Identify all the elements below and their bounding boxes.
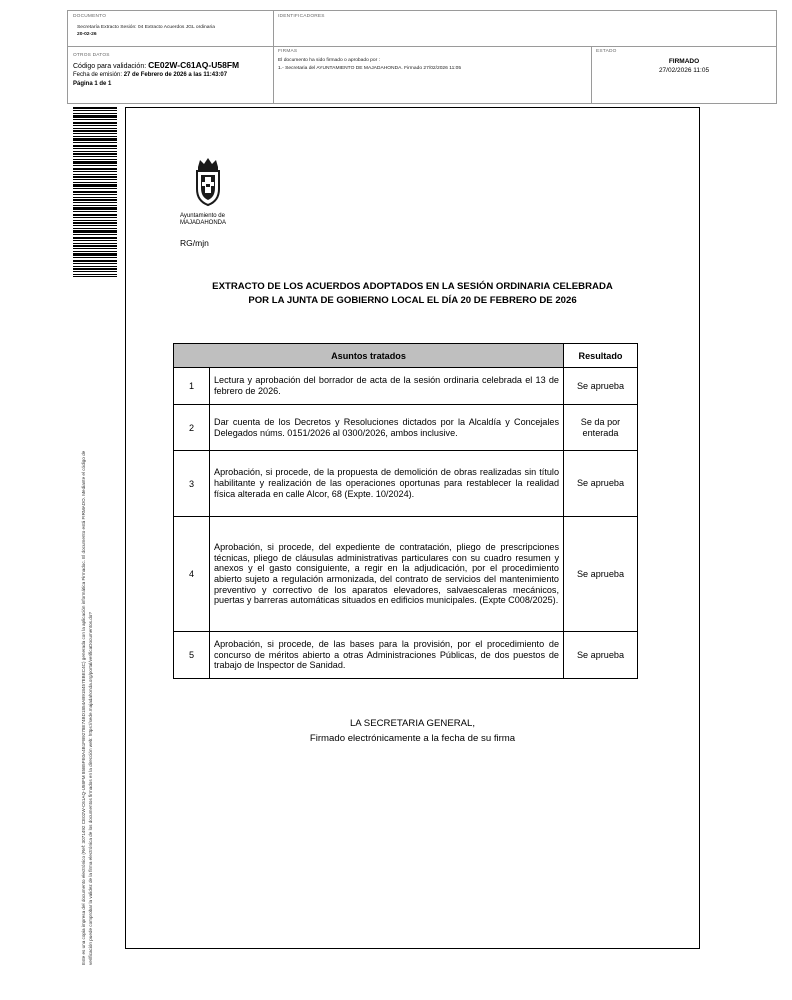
firmas-caption: FIRMAS (278, 49, 298, 54)
item-result: Se aprueba (564, 451, 638, 517)
validation-code: CE02W-C61AQ-U58FM (148, 60, 240, 70)
document-reference: RG/mjn (180, 238, 209, 248)
item-number: 1 (174, 368, 210, 405)
logo-line1: Ayuntamiento de (180, 213, 225, 219)
otros-datos-caption: OTROS DATOS (73, 53, 110, 58)
header-divider (591, 46, 592, 103)
emission-label: Fecha de emisión: (73, 72, 123, 78)
table-row (174, 451, 638, 517)
documento-date: 20-02-26 (77, 32, 97, 37)
signature-note: Firmado electrónicamente a la fecha de su firma (309, 733, 516, 744)
estado-value: FIRMADO (668, 58, 700, 65)
subject-header: Asuntos tratados (174, 344, 564, 368)
agenda-table (173, 343, 638, 679)
page-count: Página 1 de 1 (73, 81, 112, 87)
item-result: Se aprueba (564, 368, 638, 405)
validation-label: Código para validación: (73, 63, 147, 70)
documento-caption: DOCUMENTO (73, 14, 107, 19)
firmas-signer: 1.- Secretaria del AYUNTAMIENTO DE MAJADAHONDA. Firmado 27/02/2026 11:05 (278, 66, 462, 71)
side-verification-text: verificación puede comprobar la validez de la firma electrónica de los documentos firmados en la dirección web: https://sede.majadahonda.org/portal/verificaDocumentos.do? (88, 612, 93, 965)
emission-line (73, 72, 227, 78)
item-number: 3 (174, 451, 210, 517)
table-row (174, 632, 638, 679)
table-row (174, 368, 638, 405)
item-text: Aprobación, si procede, de las bases para la provisión, por el procedimiento de concurso de méritos abierto a otras Administraciones Públicas, de dos puestos de trabajo de Inspector de Sanidad. (210, 632, 564, 679)
firmas-intro: El documento ha sido firmado o aprobado por : (278, 58, 380, 63)
item-number: 2 (174, 405, 210, 451)
document-header-box (67, 10, 777, 104)
coat-of-arms-icon (180, 155, 240, 207)
document-title (180, 280, 645, 308)
identificadores-caption: IDENTIFICADORES (278, 14, 325, 19)
item-result: Se aprueba (564, 632, 638, 679)
table-row (174, 517, 638, 632)
item-number: 4 (174, 517, 210, 632)
item-result: Se aprueba (564, 517, 638, 632)
item-text: Dar cuenta de los Decretos y Resoluciones dictados por la Alcaldía y Concejales Delegados núms. 0151/2026 al 0300/2026, ambos inclusive. (210, 405, 564, 451)
item-text: Lectura y aprobación del borrador de acta de la sesión ordinaria celebrada el 13 de febrero de 2026. (210, 368, 564, 405)
municipal-logo (180, 155, 240, 227)
validation-code-line (73, 60, 239, 70)
table-row (174, 405, 638, 451)
item-text: Aprobación, si procede, de la propuesta de demolición de obras realizadas sin título habilitante y realización de las operaciones oportunas para restablecer la realidad física alterada en calle Alcor, 68 (Expte. 10/2024). (210, 451, 564, 517)
estado-date: 27/02/2026 11:05 (658, 67, 710, 74)
result-header: Resultado (564, 344, 638, 368)
title-line2: POR LA JUNTA DE GOBIERNO LOCAL EL DÍA 20 DE FEBRERO DE 2026 (248, 295, 577, 306)
documento-name: Secretaría Extracto Sesión: 04 Extracto Acuerdos JGL ordinaria (77, 25, 215, 30)
header-divider (273, 11, 274, 103)
signature-block (180, 716, 645, 746)
side-legal-text: Este es una copia impresa del documento electrónico (Ref: 3071492 CE02W-C61AQ-U58FM 85B5FE0A4B1FB9278E74BD1854AB918457EBEC4C) generada con la aplicación informática Firmadoc. El documento está FIRMADO. Mediante el código de (81, 450, 86, 965)
header-divider (68, 46, 776, 47)
emission-value: 27 de Febrero de 2026 a las 11:43:07 (123, 72, 228, 78)
title-line1: EXTRACTO DE LOS ACUERDOS ADOPTADOS EN LA SESIÓN ORDINARIA CELEBRADA (212, 281, 613, 292)
item-number: 5 (174, 632, 210, 679)
barcode-image (73, 107, 117, 277)
table-header-row (174, 344, 638, 368)
item-text: Aprobación, si procede, del expediente de contratación, pliego de prescripciones técnicas, pliego de cláusulas administrativas particulares con su cuadro resumen y anexos y el gasto consiguiente, a regir en la adjudicación, por el procedimiento abierto sujeto a regulación armonizada, del contrato de servicios del mantenimiento preventivo y correctivo de los aparatos elevadores, salvaescaleras mecánicos, puertas y barreras automáticas situados en edificios municipales. (Expte C008/2025). (210, 517, 564, 632)
signature-title: LA SECRETARIA GENERAL, (349, 718, 476, 729)
estado-caption: ESTADO (596, 49, 617, 54)
logo-line2: MAJADAHONDA (180, 220, 227, 226)
item-result: Se da por enterada (564, 405, 638, 451)
